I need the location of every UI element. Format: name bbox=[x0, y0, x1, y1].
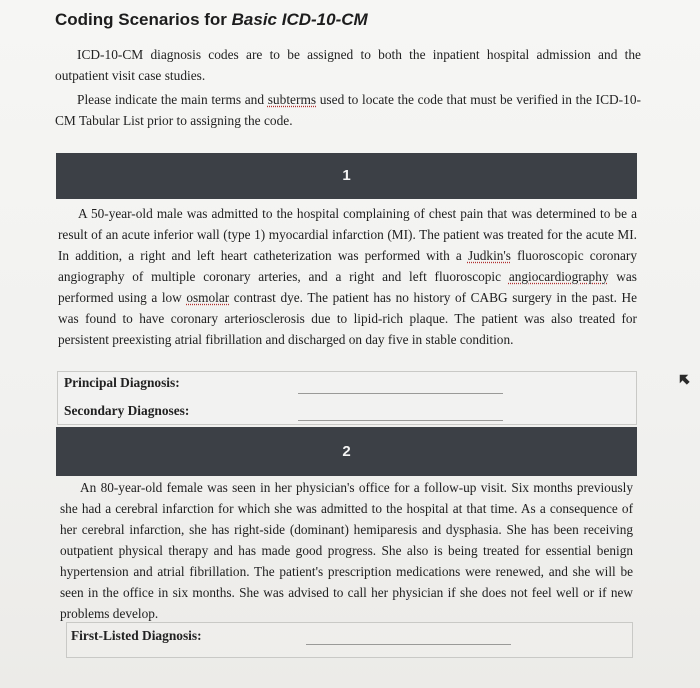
first-listed-diagnosis-field[interactable] bbox=[306, 644, 511, 645]
intro-text bbox=[55, 44, 641, 131]
principal-diagnosis-label: Principal Diagnosis: bbox=[64, 375, 180, 390]
title-emphasis: Basic ICD-10-CM bbox=[231, 10, 368, 29]
case-1-header bbox=[56, 153, 637, 199]
spell-flag-judkins: Judkin's bbox=[467, 248, 511, 263]
case-2-header bbox=[56, 427, 637, 476]
case-1-text: A 50-year-old male was admitted to the hospital complaining of chest pain that was determined to be a result of an acute inferior wall (type 1) myocardial infarction (MI). The patient was treated for the acute MI. In addition, a right and left heart catheterization was performed with a Judkin's fluoroscopic coronary angiography of multiple coronary arteries, and a right and left fluoroscopic angiocardiography was performed using a low osmolar contrast dye. The patient has no history of CABG surgery in the past. He was found to have coronary arteriosclerosis due to lipid-rich plaque. The patient was also treated for persistent preexisting atrial fibrillation and discharged on day five in stable condition. bbox=[58, 206, 637, 347]
case-2-number: 2 bbox=[342, 443, 351, 460]
spell-flag-angiocardiography: angiocardiography bbox=[508, 269, 609, 284]
mouse-cursor-icon bbox=[677, 372, 691, 386]
page-title bbox=[55, 10, 368, 30]
principal-diagnosis-field[interactable] bbox=[298, 393, 503, 394]
secondary-diagnoses-label: Secondary Diagnoses: bbox=[64, 403, 190, 418]
intro-line-2: Please indicate the main terms and subterms used to locate the code that must be verified in the ICD-10-CM Tabular List prior to assigning the code. bbox=[55, 92, 641, 128]
case-2-text: An 80-year-old female was seen in her physician's office for a follow-up visit. Six months previously she had a cerebral infarction for which she was admitted to the hospital at that time. As a consequence of her cerebral infarction, she has right-side (dominant) hemiparesis and dysphasia. She has been receiving outpatient physical therapy and has made good progress. She also is being treated for essential benign hypertension and atrial fibrillation. The patient's prescription medications were renewed, and she will be seen in the office in six months. She was advised to call her physician if she does not feel well or if new problems develop. bbox=[60, 480, 633, 621]
spell-flag-subterms: subterms bbox=[267, 92, 317, 107]
title-prefix: Coding Scenarios for bbox=[55, 10, 232, 29]
secondary-diagnoses-field[interactable] bbox=[298, 420, 503, 421]
case-1-number: 1 bbox=[342, 167, 351, 184]
spell-flag-osmolar: osmolar bbox=[186, 290, 230, 305]
intro-line-1: ICD-10-CM diagnosis codes are to be assigned to both the inpatient hospital admission and the outpatient visit case studies. bbox=[55, 47, 641, 83]
first-listed-diagnosis-label: First-Listed Diagnosis: bbox=[71, 628, 202, 643]
